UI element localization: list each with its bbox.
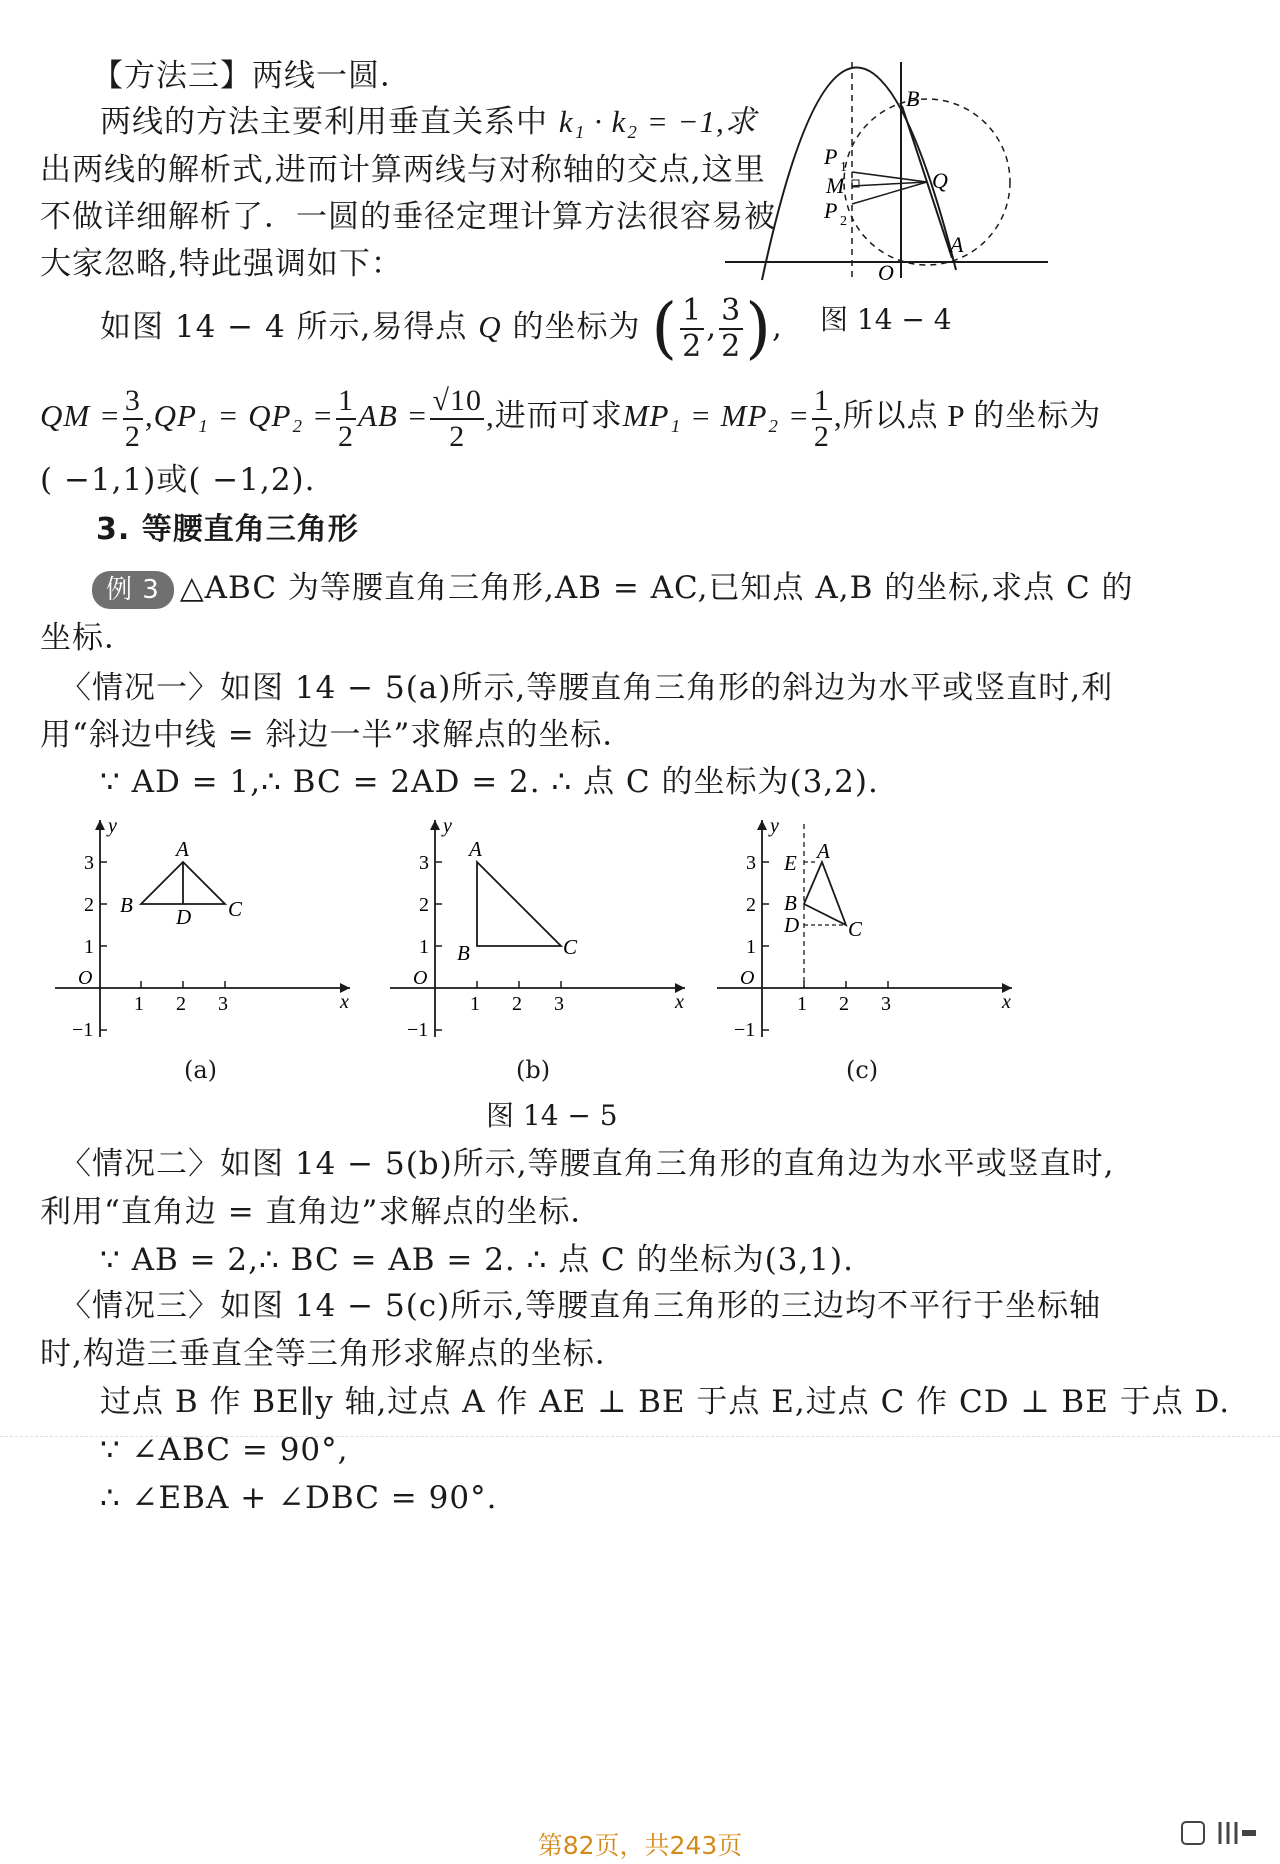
fig5c-label-c: C <box>848 917 863 941</box>
svg-text:3: 3 <box>881 993 891 1015</box>
qm-fraction: $\frac{3}{2}$ <box>124 383 141 453</box>
method3-p1-equation: k₁ · k₂ = −1,求 <box>558 104 757 139</box>
svg-text:2: 2 <box>746 894 756 916</box>
fig4-label-p2: P <box>824 198 838 223</box>
svg-text:x: x <box>675 991 684 1013</box>
fig5b-label-b: B <box>457 941 470 965</box>
fig4-label-p2-sub: 2 <box>840 214 847 229</box>
svg-text:3: 3 <box>554 993 564 1015</box>
point-q-label: Q <box>478 309 502 344</box>
q-y-fraction: $\frac{3}{2}$ <box>721 292 742 364</box>
svg-text:−1: −1 <box>407 1019 429 1041</box>
svg-text:2: 2 <box>839 993 849 1015</box>
fig4-label-b: B <box>906 86 920 111</box>
method3-title: 【方法三】两线一圆． <box>92 58 412 94</box>
figure-14-5a <box>50 812 370 1042</box>
half-fraction: $\frac{1}{2}$ <box>337 383 354 453</box>
method3-p1-text: 两线的方法主要利用垂直关系中 <box>100 104 548 140</box>
case1-line2: 用“斜边中线 = 斜边一半”求解点的坐标． <box>40 717 635 753</box>
svg-text:y: y <box>108 815 117 837</box>
case3-line1: 〈情况三〉如图 14 − 5(c)所示,等腰直角三角形的三边均不平行于坐标轴 <box>60 1288 1102 1324</box>
fig5a-label-a: A <box>176 837 189 861</box>
fig4-label-p1: P <box>824 144 838 169</box>
svg-text:y: y <box>443 815 452 837</box>
method3-p3-line: QM = $\frac{3}{2}$ ,QP₁ = QP₂ = $\frac{1}{2}$ AB = $\frac{√10}{2}$ ,进而可求MP₁ = MP₂ = $\frac{1}{2}$ ,所以点 P 的坐标为 <box>40 383 1102 453</box>
figure-14-5c-caption: (c) <box>846 1056 879 1084</box>
svg-text:3: 3 <box>746 852 756 874</box>
fig5b-triangle <box>477 862 561 946</box>
svg-text:−1: −1 <box>734 1019 756 1041</box>
case2-line1: 〈情况二〉如图 14 − 5(b)所示,等腰直角三角形的直角边为水平或竖直时, <box>60 1146 1115 1182</box>
figure-14-4-caption: 图 14 − 4 <box>820 303 952 336</box>
q-x-fraction: $\frac{1}{2}$ <box>682 292 703 364</box>
case2-line2: 利用“直角边 = 直角边”求解点的坐标． <box>40 1194 603 1230</box>
fig5c-label-d: D <box>784 913 800 937</box>
mp-fraction: $\frac{1}{2}$ <box>813 383 830 453</box>
svg-text:y: y <box>770 815 779 837</box>
fig4-label-q: Q <box>932 168 948 193</box>
svg-text:1: 1 <box>84 936 94 958</box>
fig5a-label-d: D <box>176 905 192 929</box>
figure-14-5c <box>712 812 1032 1042</box>
method3-p2-text2: 的坐标为 <box>512 309 641 345</box>
example3-line2: 坐标． <box>40 620 136 656</box>
fig5a-label-c: C <box>228 897 243 921</box>
svg-text:O: O <box>413 967 428 989</box>
svg-text:1: 1 <box>419 936 429 958</box>
method3-p1-line2: 出两线的解析式,进而计算两线与对称轴的交点,这里 <box>40 152 766 188</box>
svg-text:2: 2 <box>176 993 186 1015</box>
fig5b-label-a: A <box>469 837 482 861</box>
example3-line1 <box>92 568 1134 609</box>
case3-line3: 过点 B 作 BE∥y 轴,过点 A 作 AE ⊥ BE 于点 E,过点 C 作 CD ⊥ BE 于点 D. <box>100 1384 1231 1420</box>
svg-text:O: O <box>740 967 755 989</box>
svg-text:2: 2 <box>84 894 94 916</box>
svg-text:x: x <box>340 991 349 1013</box>
sqrt10-fraction: $\frac{√10}{2}$ <box>432 383 482 453</box>
figure-14-4 <box>720 50 1050 290</box>
example-3-badge: 例 3 <box>92 571 174 609</box>
svg-text:1: 1 <box>797 993 807 1015</box>
method3-p2-text: 如图 14 − 4 所示,易得点 <box>100 309 468 345</box>
figure-14-5-caption: 图 14 − 5 <box>486 1099 618 1132</box>
fig5c-triangle <box>804 862 846 925</box>
svg-text:1: 1 <box>746 936 756 958</box>
svg-text:2: 2 <box>419 894 429 916</box>
fig5c-label-e: E <box>784 851 797 875</box>
case3-line4: ∵ ∠ABC = 90°, <box>100 1432 349 1468</box>
fig5a-label-b: B <box>120 893 133 917</box>
svg-text:−1: −1 <box>72 1019 94 1041</box>
fig5c-label-a: A <box>817 839 830 863</box>
case1-line3: ∵ AD = 1,∴ BC = 2AD = 2. ∴ 点 C 的坐标为(3,2). <box>100 764 879 800</box>
figure-14-5b-caption: (b) <box>516 1056 551 1084</box>
method3-p1-line3: 不做详细解析了．一圆的垂径定理计算方法很容易被 <box>40 199 776 235</box>
svg-text:x: x <box>1002 991 1011 1013</box>
svg-text:1: 1 <box>470 993 480 1015</box>
fig5b-label-c: C <box>563 935 578 959</box>
fig4-label-p1-sub: 1 <box>840 160 847 175</box>
fig4-label-o: O <box>878 260 894 285</box>
svg-text:3: 3 <box>218 993 228 1015</box>
svg-text:O: O <box>78 967 93 989</box>
svg-text:3: 3 <box>419 852 429 874</box>
fig4-label-m: M <box>826 173 845 198</box>
example3-text: △ABC 为等腰直角三角形,AB = AC,已知点 A,B 的坐标,求点 C 的 <box>179 570 1134 606</box>
method3-p2-line: 如图 14 − 4 所示,易得点 Q 的坐标为 ( $\frac{1}{2}$ , $\frac{3}{2}$ ), <box>100 289 783 367</box>
case3-line2: 时,构造三垂直全等三角形求解点的坐标． <box>40 1336 627 1372</box>
viewer-scroll-icon[interactable] <box>1180 1818 1260 1848</box>
case1-line1: 〈情况一〉如图 14 − 5(a)所示,等腰直角三角形的斜边为水平或竖直时,利 <box>60 670 1114 706</box>
svg-text:3: 3 <box>84 852 94 874</box>
method3-p4-line: ( −1,1)或( −1,2). <box>40 462 316 498</box>
fig5c-label-b: B <box>784 891 797 915</box>
page-indicator: 第82页，共243页 <box>537 1831 743 1860</box>
svg-text:2: 2 <box>512 993 522 1015</box>
svg-text:1: 1 <box>134 993 144 1015</box>
method3-p1-line4: 大家忽略,特此强调如下： <box>40 246 403 282</box>
figure-14-5a-caption: (a) <box>184 1056 218 1084</box>
section3-heading: 3. 等腰直角三角形 <box>96 512 359 547</box>
case3-line5: ∴ ∠EBA + ∠DBC = 90°. <box>100 1480 498 1516</box>
fig4-segment-qp1 <box>852 172 927 182</box>
method3-p1-line1 <box>100 102 757 142</box>
fig4-label-a: A <box>950 232 964 257</box>
figure-14-5b <box>385 812 705 1042</box>
case2-line3: ∵ AB = 2,∴ BC = AB = 2. ∴ 点 C 的坐标为(3,1). <box>100 1242 854 1278</box>
